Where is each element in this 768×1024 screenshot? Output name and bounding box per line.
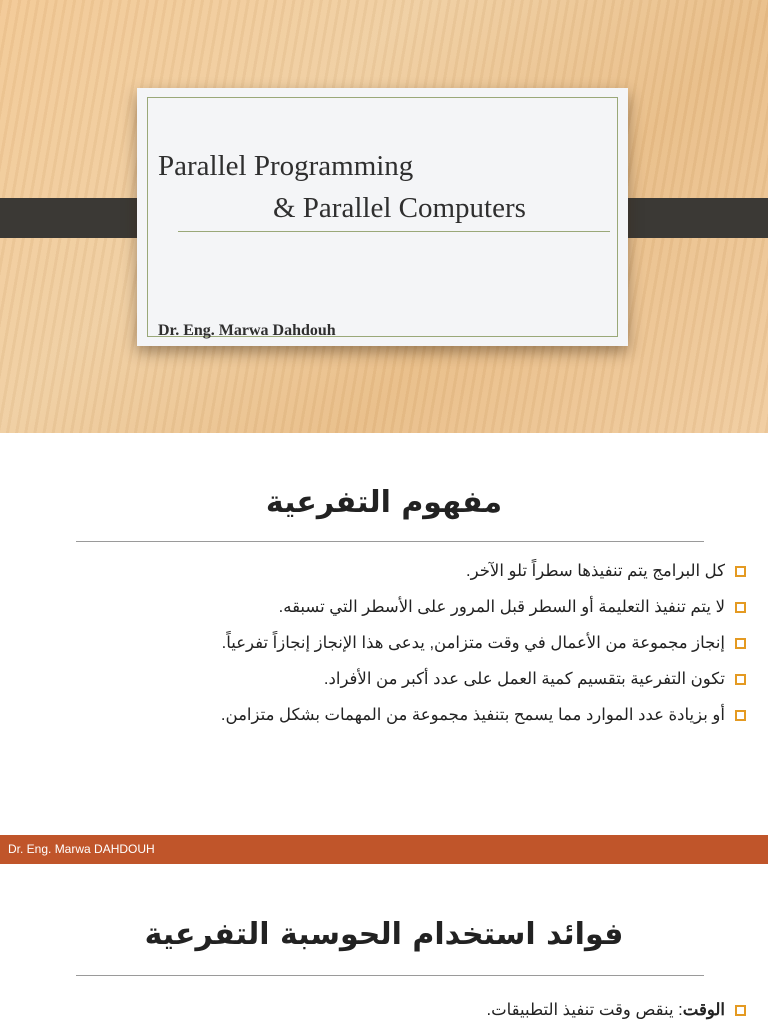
checkbox-bullet-icon xyxy=(735,566,746,577)
footer-bar xyxy=(0,835,768,864)
title-slide xyxy=(0,0,768,433)
heading-divider xyxy=(76,541,704,542)
list-item xyxy=(46,661,746,697)
heading-divider xyxy=(76,975,704,976)
bullet-text: تكون التفرعية بتقسيم كمية العمل على عدد أكبر من الأفراد. xyxy=(323,670,725,688)
list-item xyxy=(46,553,746,589)
bullet-text: إنجاز مجموعة من الأعمال في وقت متزامن, يدعى هذا الإنجاز إنجازاً تفرعياً. xyxy=(221,634,725,652)
title-divider xyxy=(178,231,610,232)
bullet-list xyxy=(46,992,746,1024)
bullet-term: الوقت xyxy=(682,1001,725,1019)
title-card-frame xyxy=(147,97,618,337)
bullet-text: كل البرامج يتم تنفيذها سطراً تلو الآخر. xyxy=(466,562,725,580)
footer-author: Dr. Eng. Marwa DAHDOUH xyxy=(8,842,155,856)
benefits-slide xyxy=(0,865,768,1024)
bullet-list xyxy=(46,553,746,733)
checkbox-bullet-icon xyxy=(735,674,746,685)
list-item xyxy=(46,625,746,661)
title-card xyxy=(137,88,628,346)
checkbox-bullet-icon xyxy=(735,638,746,649)
checkbox-bullet-icon xyxy=(735,602,746,613)
list-item xyxy=(46,992,746,1024)
decorative-bar-left xyxy=(0,198,156,238)
bullet-text: لا يتم تنفيذ التعليمة أو السطر قبل المرور على الأسطر التي تسبقه. xyxy=(278,598,725,616)
bullet-text: : ينقص وقت تنفيذ التطبيقات. xyxy=(486,1001,683,1019)
checkbox-bullet-icon xyxy=(735,710,746,721)
title-line-2: & Parallel Computers xyxy=(273,192,526,224)
decorative-bar-right xyxy=(612,198,768,238)
list-item xyxy=(46,589,746,625)
title-line-1: Parallel Programming xyxy=(158,150,414,182)
slide-heading: مفهوم التفرعية xyxy=(265,485,503,520)
slide-heading: فوائد استخدام الحوسبة التفرعية xyxy=(144,917,624,952)
checkbox-bullet-icon xyxy=(735,1005,746,1016)
concept-slide xyxy=(0,433,768,865)
list-item xyxy=(46,697,746,733)
bullet-text: أو بزيادة عدد الموارد مما يسمح بتنفيذ مجموعة من المهمات بشكل متزامن. xyxy=(220,706,725,724)
author-name: Dr. Eng. Marwa Dahdouh xyxy=(158,322,336,339)
